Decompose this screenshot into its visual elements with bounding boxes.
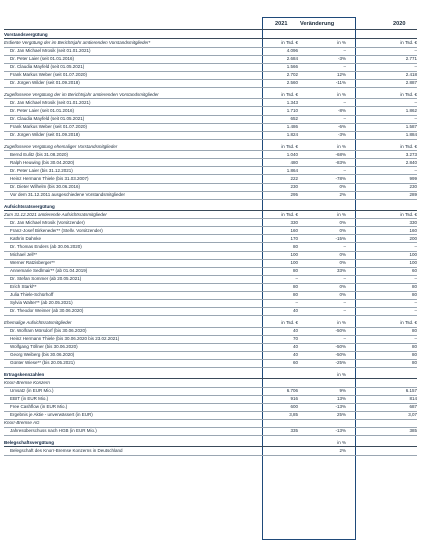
value-2021: 40 xyxy=(292,344,298,350)
value-2021: 1.710 xyxy=(286,108,298,114)
value-2020: in Tsd. € xyxy=(400,320,417,326)
value-2021: 230 xyxy=(290,184,298,190)
value-2021: 480 xyxy=(290,159,298,165)
value-2021: 1.824 xyxy=(286,132,298,138)
row-label: Knorr-Bremse AG xyxy=(4,420,40,426)
value-change: -50% xyxy=(335,344,346,350)
value-2020: 2.840 xyxy=(405,159,417,165)
value-2020: – xyxy=(414,244,417,250)
row-label: Franz-Josef Birkeneder** (Stellv. Vorsitzender) xyxy=(10,227,103,233)
value-2021: 60 xyxy=(292,360,298,366)
value-change: 33% xyxy=(336,268,346,274)
row-label: Werner Ratzisberger** xyxy=(10,260,55,266)
row-label: Ralph Heuwing (bis 30.04.2020) xyxy=(10,159,75,165)
value-change: -3% xyxy=(337,132,346,138)
row-label: EBIT (in EUR Mio.) xyxy=(10,396,49,402)
table-row xyxy=(4,123,417,130)
value-2020: – xyxy=(414,168,417,173)
table-row xyxy=(4,227,417,234)
row-label: Belegschaft des Knorr-Bremse Konzerns in Deutschland xyxy=(10,448,123,454)
table-row xyxy=(4,71,417,78)
value-change: 9% xyxy=(339,388,346,394)
table-row xyxy=(4,63,417,70)
header-2021: 2021 xyxy=(275,21,288,27)
row-label: Sylvia Walter** (ab 20.05.2021) xyxy=(10,300,73,306)
table-row xyxy=(4,235,417,242)
subsection-row xyxy=(4,419,417,426)
row-label: Jahresüberschuss nach HGB (in EUR Mio.) xyxy=(10,428,97,434)
row-label: Dr. Jürgen Wilder (seit 01.09.2018) xyxy=(10,80,80,86)
table-row xyxy=(4,115,417,122)
value-2021: 1.566 xyxy=(286,64,298,70)
table-row xyxy=(4,191,417,198)
value-2020: 1.862 xyxy=(405,108,417,114)
table-row xyxy=(4,151,417,158)
row-label: Erdiente Vergütung der im Berichtsjahr amtierenden Vorstandsmitglieder* xyxy=(4,40,151,46)
table-row xyxy=(4,55,417,62)
value-2020: – xyxy=(414,48,417,54)
value-change: -13% xyxy=(335,428,346,434)
row-label: Kathrin Dahnke xyxy=(10,236,42,241)
value-2020: 2.771 xyxy=(405,56,417,62)
section-heading xyxy=(4,31,417,38)
value-2020: 330 xyxy=(409,219,417,225)
value-change: in % xyxy=(337,91,346,97)
value-2021: 2.684 xyxy=(286,56,298,62)
row-label: Belegschaftsvergütung xyxy=(4,440,55,445)
row-label: Aufsichtsratsvergütung xyxy=(4,203,55,209)
value-change: – xyxy=(343,276,346,282)
value-2021: 170 xyxy=(290,236,298,241)
value-2020: 100 xyxy=(409,260,417,266)
table-row xyxy=(4,131,417,138)
value-2020: 6.157 xyxy=(405,388,417,394)
value-change: -50% xyxy=(335,352,346,358)
value-change: – xyxy=(343,336,346,342)
row-label: Bernd Eulitz (bis 31.08.2020) xyxy=(10,151,69,157)
section-heading xyxy=(4,203,417,210)
value-2021: in Tsd. € xyxy=(281,143,298,149)
table-row xyxy=(4,79,417,86)
value-2021: 80 xyxy=(292,284,298,290)
table-row xyxy=(4,175,417,182)
value-2020: 80 xyxy=(411,328,417,334)
value-2020: 200 xyxy=(409,236,417,241)
value-change: 0% xyxy=(339,227,346,233)
row-label: Dr. Theodor Weimer (ab 30.06.2020) xyxy=(10,308,84,314)
value-2020: – xyxy=(414,308,417,314)
value-change: -50% xyxy=(335,328,346,334)
value-change: -11% xyxy=(335,80,346,86)
table-row xyxy=(4,411,417,418)
value-2021: 80 xyxy=(292,292,298,298)
row-divider xyxy=(4,87,417,88)
value-change: in % xyxy=(337,440,346,445)
row-label: Ergebnis je Aktie - unverwässert (in EUR) xyxy=(10,412,93,418)
value-2020: 80 xyxy=(411,284,417,290)
table-row xyxy=(4,291,417,298)
value-2021: 100 xyxy=(290,252,298,258)
value-2021: 916 xyxy=(290,396,298,402)
row-label: Knorr-Bremse Konzern xyxy=(4,380,50,386)
row-label: Michael Jell** xyxy=(10,252,38,258)
value-change: 0% xyxy=(339,252,346,258)
value-2020: 2.887 xyxy=(405,80,417,86)
value-change: 0% xyxy=(339,284,346,290)
value-change: 0% xyxy=(339,260,346,266)
row-label: Dr. Claudia Mayfeld (seit 01.05.2021) xyxy=(10,116,85,122)
table-row xyxy=(4,403,417,410)
value-2020: 80 xyxy=(411,352,417,358)
value-change: 13% xyxy=(336,396,346,402)
value-change: -83% xyxy=(335,159,346,165)
row-label: Georg Weiberg (bis 30.06.2020) xyxy=(10,352,75,358)
value-2020: 385 xyxy=(409,428,417,434)
value-2020: 80 xyxy=(411,360,417,366)
table-row xyxy=(4,395,417,402)
value-2020: 1.884 xyxy=(405,132,417,138)
table-row xyxy=(4,343,417,350)
row-label: Dr. Dieter Wilhelm (bis 30.06.2016) xyxy=(10,184,81,190)
value-2021: 1.343 xyxy=(286,100,298,105)
subsection-row xyxy=(4,91,417,98)
value-change: 25% xyxy=(336,412,346,418)
value-change: – xyxy=(343,168,346,173)
value-change: – xyxy=(343,308,346,314)
table-row xyxy=(4,159,417,166)
table-row xyxy=(4,259,417,266)
row-label: Zugeflossene Vergütung der im Berichtsjahr amtierenden Vorstandsmitglieder xyxy=(4,91,159,97)
value-2021: 2.702 xyxy=(286,72,298,78)
table-row xyxy=(4,427,417,434)
row-label: Frank Markus Weber (seit 01.07.2020) xyxy=(10,72,87,78)
value-2020: 814 xyxy=(409,396,417,402)
value-2021: in Tsd. € xyxy=(281,211,298,217)
row-label: Ertragskennzahlen xyxy=(4,372,45,377)
table-row xyxy=(4,47,417,54)
value-2021: 40 xyxy=(292,352,298,358)
row-label: Umsatz (in EUR Mio.) xyxy=(10,388,54,394)
value-2021: in Tsd. € xyxy=(281,320,298,326)
value-change: – xyxy=(343,244,346,250)
value-2020: 2.418 xyxy=(405,72,417,78)
value-2021: in Tsd. € xyxy=(281,40,298,46)
row-label: Dr. Peter Laier (seit 01.01.2016) xyxy=(10,56,75,62)
value-2021: 3,85 xyxy=(289,412,298,418)
value-2021: 295 xyxy=(290,192,298,198)
value-change: 0% xyxy=(339,184,346,190)
row-divider xyxy=(4,367,417,368)
value-change: -15% xyxy=(335,236,346,241)
row-label: Heinz Hermann Thiele (bis 31.03.2007) xyxy=(10,176,89,182)
value-change: 0% xyxy=(339,292,346,298)
value-2020: – xyxy=(414,116,417,122)
table-row xyxy=(4,219,417,226)
value-2021: 335 xyxy=(290,428,298,434)
row-label: Dr. Thomas Enders (ab 30.06.2020) xyxy=(10,244,82,250)
row-label: Erich Starkl** xyxy=(10,284,37,290)
value-2020: 100 xyxy=(409,252,417,258)
subsection-row xyxy=(4,379,417,386)
value-change: – xyxy=(343,116,346,122)
value-2020: – xyxy=(414,300,417,306)
header-2020: 2020 xyxy=(393,21,406,27)
value-2020: – xyxy=(414,276,417,282)
value-2020: 3.273 xyxy=(405,151,417,157)
value-2021: 1.864 xyxy=(286,168,298,173)
value-2021: 222 xyxy=(290,176,298,182)
value-change: in % xyxy=(337,211,346,217)
row-label: Dr. Stefan Sommer (ab 20.05.2021) xyxy=(10,276,82,282)
table-row xyxy=(4,307,417,314)
value-2020: – xyxy=(414,336,417,342)
value-change: -3% xyxy=(337,56,346,62)
table-row xyxy=(4,327,417,334)
row-label: Dr. Jan Michael Mrosik (seit 01.01.2021) xyxy=(10,48,91,54)
value-2020: 3,07 xyxy=(408,412,417,418)
header-change: Veränderung xyxy=(300,21,335,27)
value-2021: 40 xyxy=(292,328,298,334)
row-label: Dr. Wolfram Mörsdorf (bis 30.06.2020) xyxy=(10,328,87,334)
value-2020: 160 xyxy=(409,227,417,233)
value-2021: – xyxy=(295,300,298,306)
value-2020: 60 xyxy=(411,268,417,274)
row-label: Vorstandsvergütung xyxy=(4,32,48,37)
value-change: 2% xyxy=(339,192,346,198)
row-label: Annemarie Sedlmair** (ab 01.04.2019) xyxy=(10,268,88,274)
subsection-row xyxy=(4,211,417,218)
value-2021: 6.706 xyxy=(286,388,298,394)
value-2021: 80 xyxy=(292,244,298,250)
value-2020: 80 xyxy=(411,344,417,350)
value-2021: 330 xyxy=(290,219,298,225)
value-2021: 4.096 xyxy=(286,48,298,54)
value-2020: – xyxy=(414,64,417,70)
value-2021: – xyxy=(295,276,298,282)
value-2020: 230 xyxy=(409,184,417,190)
section-heading xyxy=(4,439,417,446)
row-divider xyxy=(4,435,417,436)
value-2020: in Tsd. € xyxy=(400,211,417,217)
section-heading xyxy=(4,371,417,378)
table-row xyxy=(4,283,417,290)
row-label: Günter Wiese** (bis 20.05.2021) xyxy=(10,360,75,366)
value-2021: 40 xyxy=(292,308,298,314)
value-2021: 2.560 xyxy=(286,80,298,86)
value-2021: 1.040 xyxy=(286,151,298,157)
row-label: Ehemalige Aufsichtsratsmitglieder xyxy=(4,320,72,326)
table-row xyxy=(4,351,417,358)
value-change: -8% xyxy=(337,108,346,114)
subsection-row xyxy=(4,319,417,326)
value-2020: 289 xyxy=(409,192,417,198)
row-label: Zugeflossene Vergütung ehemaliger Vorstandsmitglieder xyxy=(4,143,118,149)
row-label: Dr. Jan Michael Mrosik (Vorsitzender) xyxy=(10,219,85,225)
value-2021: 70 xyxy=(292,336,298,342)
value-2020: 999 xyxy=(409,176,417,182)
value-change: – xyxy=(343,100,346,105)
table-row xyxy=(4,243,417,250)
table-row xyxy=(4,447,417,454)
table-row xyxy=(4,251,417,258)
table-row xyxy=(4,167,417,174)
table-row xyxy=(4,359,417,366)
row-divider xyxy=(4,139,417,140)
row-label: Frank Markus Weber (seit 01.07.2020) xyxy=(10,124,87,130)
value-change: 0% xyxy=(339,219,346,225)
value-change: – xyxy=(343,48,346,54)
value-2020: in Tsd. € xyxy=(400,143,417,149)
value-2020: 80 xyxy=(411,292,417,298)
value-change: – xyxy=(343,64,346,70)
table-row xyxy=(4,299,417,306)
value-2021: 600 xyxy=(290,404,298,410)
table-row xyxy=(4,387,417,394)
value-2020: in Tsd. € xyxy=(400,40,417,46)
row-label: Wolfgang Töllner (bis 30.06.2020) xyxy=(10,344,78,350)
row-label: Vor dem 31.12.2011 ausgeschiedene Vorstandsmitglieder xyxy=(10,192,125,198)
value-2021: 100 xyxy=(290,260,298,266)
row-divider xyxy=(4,455,417,456)
value-2020: 687 xyxy=(409,404,417,410)
table-row xyxy=(4,183,417,190)
row-label: Dr. Claudia Mayfeld (seit 01.05.2021) xyxy=(10,64,85,70)
value-change: in % xyxy=(337,143,346,149)
row-label: Zum 31.12.2021 amtierende Aufsichtsratsmitglieder xyxy=(4,211,107,217)
value-change: -78% xyxy=(335,176,346,182)
table-row xyxy=(4,335,417,342)
value-2021: 160 xyxy=(290,227,298,233)
value-2021: 652 xyxy=(290,116,298,122)
row-label: Dr. Jürgen Wilder (seit 01.09.2018) xyxy=(10,132,80,138)
value-change: 12% xyxy=(336,72,346,78)
subsection-row xyxy=(4,143,417,150)
table-row xyxy=(4,275,417,282)
row-label: Dr. Peter Laier (bis 31.12.2021) xyxy=(10,168,73,173)
value-change: in % xyxy=(337,372,346,377)
value-change: in % xyxy=(337,40,346,46)
value-change: -6% xyxy=(337,124,346,130)
value-change: -13% xyxy=(335,404,346,410)
row-label: Free Cashflow (in EUR Mio.) xyxy=(10,404,68,410)
value-2021: 80 xyxy=(292,268,298,274)
value-change: -68% xyxy=(335,151,346,157)
table-row xyxy=(4,107,417,114)
value-2020: in Tsd. € xyxy=(400,91,417,97)
value-change: -25% xyxy=(335,360,346,366)
row-label: Dr. Peter Laier (seit 01.01.2016) xyxy=(10,108,75,114)
table-row xyxy=(4,267,417,274)
value-2020: 1.587 xyxy=(405,124,417,130)
row-divider xyxy=(4,199,417,200)
value-change: – xyxy=(343,300,346,306)
row-divider xyxy=(4,315,417,316)
value-2021: in Tsd. € xyxy=(281,91,298,97)
row-label: Julia Thiele-Schürhoff xyxy=(10,292,54,298)
value-change: in % xyxy=(337,320,346,326)
value-2021: 1.486 xyxy=(286,124,298,130)
value-change: 2% xyxy=(339,448,346,454)
row-label: Heinz Hermann Thiele (bis 30.06.2020 bis 23.02.2021) xyxy=(10,336,120,342)
row-label: Dr. Jan Michael Mrosik (seit 01.01.2021) xyxy=(10,100,91,105)
subsection-row xyxy=(4,39,417,46)
header-rule xyxy=(4,29,417,30)
table-row xyxy=(4,99,417,106)
value-2020: – xyxy=(414,100,417,105)
